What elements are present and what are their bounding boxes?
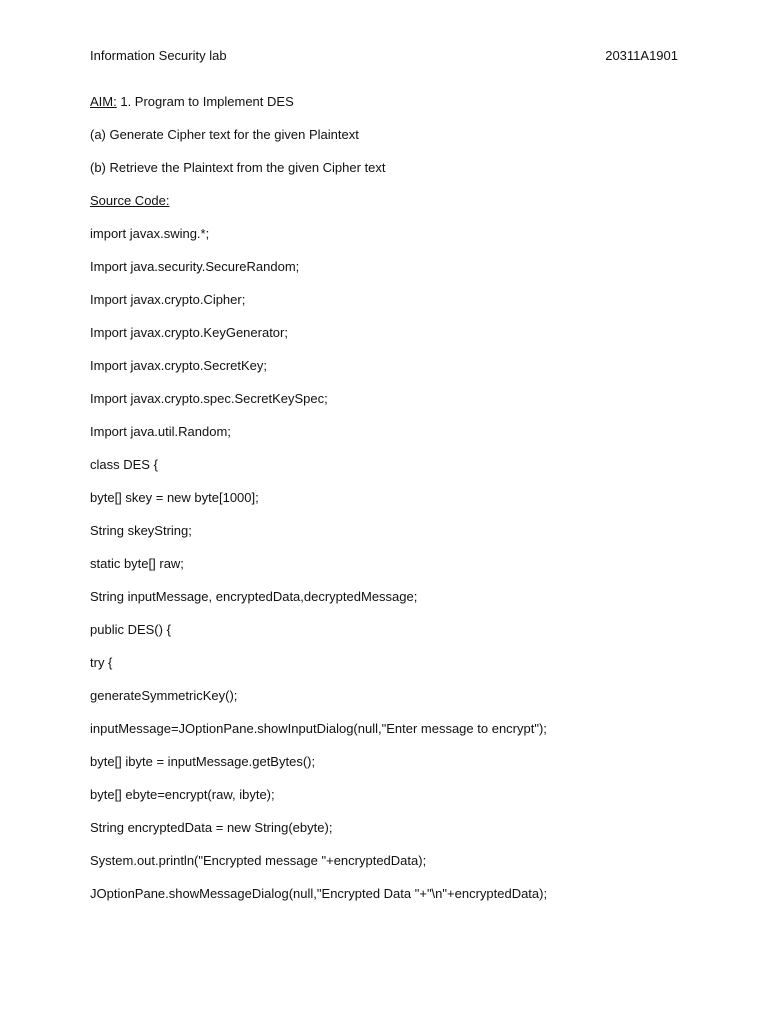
code-line: byte[] ibyte = inputMessage.getBytes(); [90, 754, 316, 769]
code-line: byte[] ebyte=encrypt(raw, ibyte); [90, 787, 275, 802]
aim-text: 1. Program to Implement DES [116, 94, 294, 109]
header-roll-number: 20311A1901 [605, 48, 678, 63]
code-line: try { [90, 655, 113, 670]
part-b: (b) Retrieve the Plaintext from the given Cipher text [90, 160, 386, 175]
code-line: Import javax.crypto.spec.SecretKeySpec; [90, 391, 328, 406]
code-line: Import javax.crypto.KeyGenerator; [90, 325, 288, 340]
code-line: String skeyString; [90, 523, 192, 538]
code-line: JOptionPane.showMessageDialog(null,"Encrypted Data "+"\n"+encryptedData); [90, 886, 548, 901]
code-line: public DES() { [90, 622, 171, 637]
code-line: import javax.swing.*; [90, 226, 210, 241]
code-line: generateSymmetricKey(); [90, 688, 238, 703]
aim-label: AIM: [90, 94, 117, 109]
code-line: Import java.util.Random; [90, 424, 231, 439]
aim-line [90, 92, 710, 125]
code-line: String inputMessage, encryptedData,decryptedMessage; [90, 589, 418, 604]
code-line: Import java.security.SecureRandom; [90, 259, 300, 274]
header-lab-title: Information Security lab [90, 48, 227, 63]
code-line: System.out.println("Encrypted message "+encryptedData); [90, 853, 427, 868]
code-line: Import javax.crypto.SecretKey; [90, 358, 268, 373]
part-a: (a) Generate Cipher text for the given Plaintext [90, 127, 359, 142]
document-body [90, 92, 710, 917]
source-code-heading: Source Code: [90, 193, 170, 208]
code-line: byte[] skey = new byte[1000]; [90, 490, 259, 505]
code-line: inputMessage=JOptionPane.showInputDialog(null,"Enter message to encrypt"); [90, 721, 547, 736]
code-listing [90, 224, 710, 917]
code-line: class DES { [90, 457, 158, 472]
code-line: static byte[] raw; [90, 556, 184, 571]
code-line: String encryptedData = new String(ebyte); [90, 820, 333, 835]
code-line: Import javax.crypto.Cipher; [90, 292, 246, 307]
page-header [90, 46, 678, 66]
